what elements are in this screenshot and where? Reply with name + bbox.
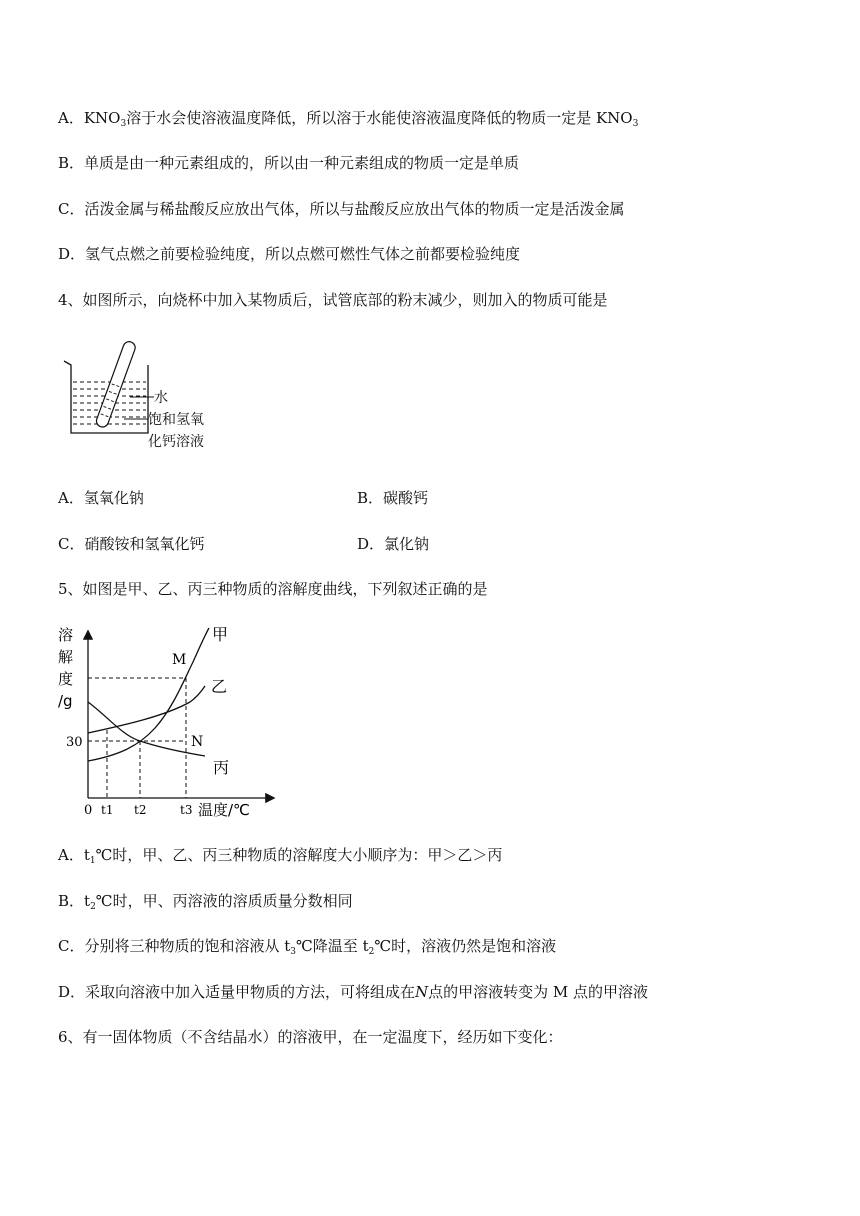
point-label-n: N — [191, 734, 204, 750]
q5-option-d: D．采取向溶液中加入适量甲物质的方法，可将组成在N点的甲溶液转变为 M 点的甲溶液 — [58, 983, 649, 1001]
y-tick-30: 30 — [66, 735, 83, 750]
q4-beaker-figure — [58, 335, 228, 460]
x-label: 温度/℃ — [198, 801, 250, 819]
q3-option-b: B．单质是由一种元素组成的，所以由一种元素组成的物质一定是单质 — [58, 154, 520, 172]
q5-option-c: C．分别将三种物质的饱和溶液从 $t_3℃$降温至 $t_2℃$时，溶液仍然是饱和溶液 — [58, 937, 557, 957]
q4-option-a: A．氢氧化钠 — [58, 489, 144, 507]
q5-option-b: B．$t_2℃$时，甲、丙溶液的溶质质量分数相同 — [58, 892, 353, 912]
q4-stem: 4、如图所示，向烧杯中加入某物质后，试管底部的粉末减少，则加入的物质可能是 — [58, 291, 608, 309]
series-label-yi: 乙 — [211, 677, 228, 696]
label-solution-line1: 饱和氢氧 — [148, 412, 204, 428]
q5-stem: 5、如图是甲、乙、丙三种物质的溶解度曲线，下列叙述正确的是 — [58, 580, 488, 598]
label-solution-line2: 化钙溶液 — [148, 434, 204, 450]
q4-option-b: B．碳酸钙 — [357, 489, 429, 507]
y-label-1: 溶 — [58, 626, 74, 644]
y-label-3: 度 — [58, 670, 74, 688]
x-tick-0: 0 — [84, 803, 93, 818]
x-tick-t1: t1 — [101, 803, 114, 817]
q4-option-d: D．氯化钠 — [357, 535, 430, 553]
q3-option-a: A．$KNO_3$溶于水会使溶液温度降低，所以溶于水能使溶液温度降低的物质一定是 $KNO_3$ — [58, 109, 639, 129]
series-label-jia: 甲 — [212, 625, 229, 644]
q5-option-a: A．$t_1℃$时，甲、乙、丙三种物质的溶解度大小顺序为：甲＞乙＞丙 — [58, 846, 503, 866]
curve-yi — [88, 686, 205, 733]
series-label-bing: 丙 — [213, 758, 230, 777]
q3-option-c: C．活泼金属与稀盐酸反应放出气体，所以与盐酸反应放出气体的物质一定是活泼金属 — [58, 200, 625, 218]
x-tick-t3: t3 — [180, 803, 193, 817]
x-tick-t2: t2 — [134, 803, 147, 817]
q6-stem: 6、有一固体物质（不含结晶水）的溶液甲，在一定温度下，经历如下变化： — [58, 1028, 563, 1046]
y-label-2: 解 — [58, 648, 74, 666]
q3-option-d: D．氢气点燃之前要检验纯度，所以点燃可燃性气体之前都要检验纯度 — [58, 245, 521, 263]
point-label-m: M — [172, 652, 187, 668]
q4-option-c: C．硝酸铵和氢氧化钙 — [58, 535, 205, 553]
y-label-4: /g — [58, 692, 73, 710]
solubility-chart — [55, 620, 285, 825]
label-water: 水 — [154, 390, 168, 406]
